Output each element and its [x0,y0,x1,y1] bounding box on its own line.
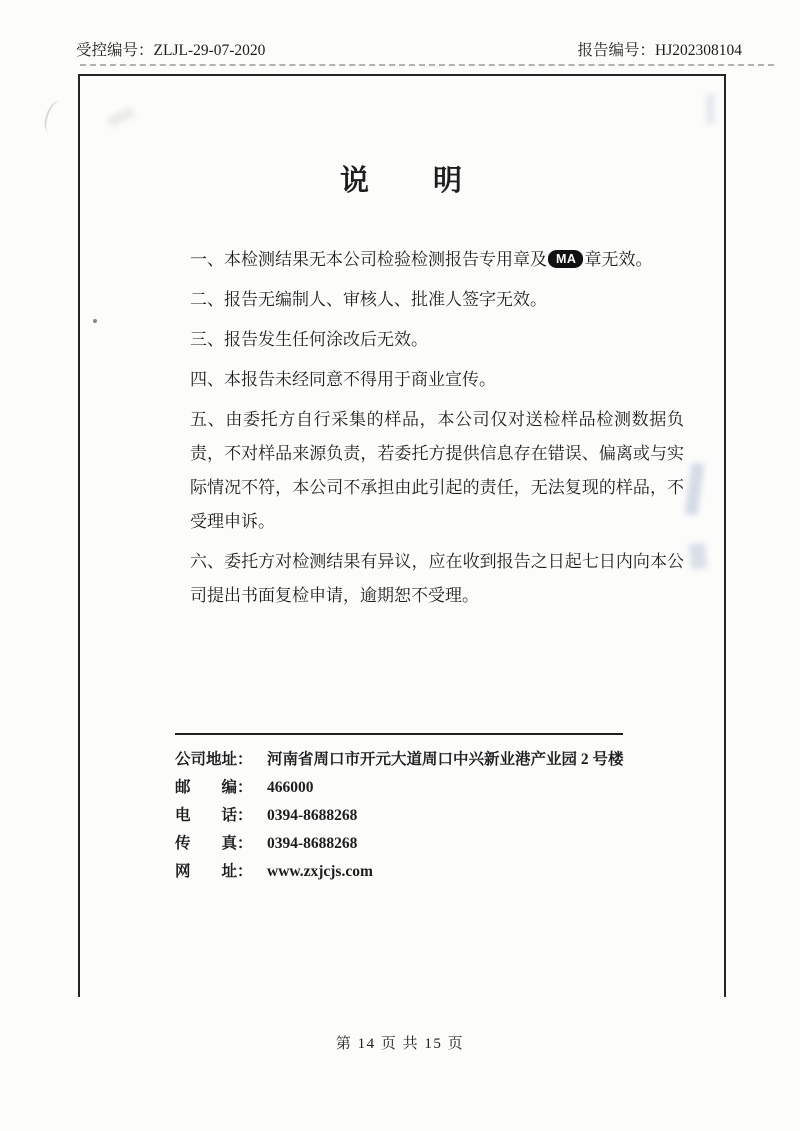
notice-item-5: 五、由委托方自行采集的样品，本公司仅对送检样品检测数据负责，不对样品来源负责，若委托方提供信息存在错误、偏离或与实际情况不符，本公司不承担由此引起的责任，无法复现的样品，不受理申诉。 [190,410,684,531]
notice-list [190,243,684,613]
contact-postcode-label: 邮 编： [175,779,253,796]
contact-fax-value: 0394-8688268 [267,835,358,852]
contact-website-value: www.zxjcjs.com [267,863,373,880]
contact-website-label: 网 址： [175,863,253,880]
notice-item-1-post: 章无效。 [584,250,653,269]
notice-item-1-pre: 一、本检测结果无本公司检验检测报告专用章及 [190,250,547,269]
report-number [578,42,743,60]
notice-item-4: 四、本报告未经同意不得用于商业宣传。 [190,370,496,389]
control-number-value: ZLJL-29-07-2020 [153,42,266,59]
report-number-label: 报告编号： [577,42,656,59]
scan-artifact-left-curl [41,98,70,136]
contact-phone-label: 电 话： [175,807,253,824]
contact-fax-label: 传 真： [175,835,253,852]
control-number-label: 受控编号： [76,42,154,59]
report-number-value: HJ202308104 [655,42,742,59]
contact-row-address [175,746,623,774]
page-number: 第 14 页 共 15 页 [335,1036,465,1052]
contact-address-label: 公司地址： [175,751,253,768]
page-title: 说 明 [339,165,464,197]
contact-address-value: 河南省周口市开元大道周口中兴新业港产业园 2 号楼 [267,751,624,768]
notice-item-3: 三、报告发生任何涂改后无效。 [190,330,428,349]
contact-phone-value: 0394-8688268 [267,807,358,824]
cma-mark-icon: MA [548,250,583,268]
contact-row-postcode [175,774,623,802]
contact-row-fax [175,830,623,858]
notice-item-1 [190,243,684,277]
contact-row-website [175,858,623,886]
notice-item-6: 六、委托方对检测结果有异议，应在收到报告之日起七日内向本公司提出书面复检申请，逾期恕不受理。 [190,552,684,605]
company-contact-block [175,733,623,886]
contact-postcode-value: 466000 [267,779,314,796]
contact-row-phone [175,802,623,830]
control-number [76,42,265,60]
document-header [76,42,742,60]
header-divider-line [80,64,774,66]
notice-item-2: 二、报告无编制人、审核人、批准人签字无效。 [190,290,547,309]
